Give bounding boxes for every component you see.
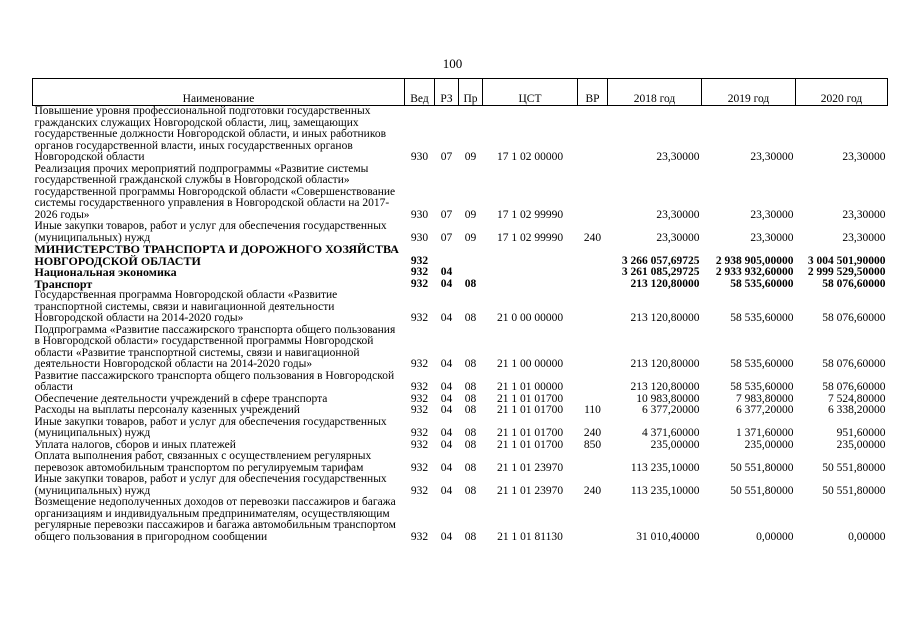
cell-rz: 04 [440, 438, 453, 451]
cell-vr [578, 164, 608, 222]
cell-cst: 17 1 02 99990 [496, 231, 564, 244]
table-row [33, 405, 888, 417]
cell-y2019: 50 551,80000 [730, 484, 794, 497]
cell-pr: 08 [464, 358, 477, 370]
cell-y2018: 3 261 085,29725 [621, 266, 700, 278]
cell-name: Национальная экономика [34, 265, 177, 279]
cell-pr: 08 [464, 438, 477, 451]
cell-ved: 932 [410, 381, 429, 393]
cell-y2019: 58 535,60000 [730, 358, 794, 370]
cell-cst: 21 0 00 00000 [496, 312, 564, 324]
cell-pr: 08 [464, 404, 477, 416]
cell-y2019: 23,30000 [750, 208, 794, 221]
cell-rz: 04 [440, 461, 453, 474]
cell-y2020: 58 076,60000 [822, 277, 886, 290]
cell-vr: 240 [583, 427, 602, 439]
cell-y2019: 7 983,80000 [736, 392, 794, 405]
cell-ved: 930 [410, 208, 429, 221]
cell-ved: 932 [410, 438, 429, 451]
cell-ved: 932 [410, 427, 429, 439]
table-body [33, 106, 888, 544]
cell-name: Транспорт [34, 276, 93, 291]
cell-y2019: 1 371,60000 [736, 427, 794, 439]
cell-pr: 08 [464, 381, 477, 393]
cell-name: Реализация прочих мероприятий подпрограммы «Развитие системы государственной гражданской службы в Новгородской области» государственной программы Новгородской области «Совершенствование системы государственного управления в Новгородской области на 2017-2026 годы» [34, 162, 396, 221]
cell-name: Уплата налогов, сборов и иных платежей [34, 438, 236, 451]
cell-y2018: 23,30000 [656, 151, 700, 163]
cell-cst: 21 1 01 01700 [496, 404, 564, 416]
cell-pr: 08 [464, 427, 477, 439]
cell-y2019: 58 535,60000 [730, 381, 794, 393]
cell-y2020: 3 004 501,90000 [807, 254, 886, 267]
cell-y2018: 3 266 057,69725 [621, 254, 700, 267]
table-row [33, 221, 888, 244]
cell-y2020: 951,60000 [836, 427, 886, 439]
cell-cst: 21 1 01 01700 [496, 392, 564, 405]
cell-y2020: 23,30000 [842, 208, 886, 221]
cell-y2019: 235,00000 [744, 438, 794, 451]
cell-y2020: 23,30000 [842, 151, 886, 163]
cell-pr: 08 [464, 484, 477, 497]
cell-y2019: 6 377,20000 [736, 404, 794, 416]
table-row [33, 451, 888, 474]
cell-name: МИНИСТЕРСТВО ТРАНСПОРТА И ДОРОЖНОГО ХОЗЯЙСТВА НОВГОРОДСКОЙ ОБЛАСТИ [34, 242, 399, 268]
cell-y2018: 213 120,80000 [630, 312, 700, 324]
cell-y2018: 113 235,10000 [630, 461, 700, 474]
cell-y2018: 113 235,10000 [630, 484, 700, 497]
cell-ved: 932 [410, 358, 429, 370]
cell-vr [578, 497, 608, 543]
table-row [33, 290, 888, 325]
page-number: 100 [442, 56, 463, 71]
cell-y2018: 213 120,80000 [630, 381, 700, 393]
cell-ved: 932 [410, 404, 429, 416]
header-ved: Вед [405, 79, 435, 106]
cell-name: Обеспечение деятельности учреждений в сфере транспорта [34, 392, 328, 405]
cell-y2020: 58 076,60000 [822, 312, 886, 324]
header-2020: 2020 год [796, 79, 888, 106]
cell-cst: 21 1 01 81130 [497, 530, 563, 543]
cell-y2019: 2 938 905,00000 [715, 254, 794, 267]
cell-rz: 04 [440, 358, 453, 370]
cell-y2020: 50 551,80000 [822, 461, 886, 474]
cell-cst: 21 1 01 00000 [496, 381, 564, 393]
cell-y2018: 213 120,80000 [630, 358, 700, 370]
cell-y2020: 58 076,60000 [822, 358, 886, 370]
header-rz: РЗ [435, 79, 459, 106]
cell-rz: 04 [440, 484, 453, 497]
cell-ved: 932 [410, 254, 429, 267]
cell-vr [578, 244, 608, 267]
cell-cst: 21 1 01 23970 [496, 461, 564, 474]
cell-y2019: 58 535,60000 [730, 312, 794, 324]
cell-cst: 21 1 01 01700 [496, 438, 564, 451]
cell-pr: 08 [464, 392, 477, 405]
header-2018: 2018 год [608, 79, 702, 106]
cell-ved: 932 [410, 312, 429, 324]
header-vr: ВР [578, 79, 608, 106]
table-row [33, 417, 888, 440]
cell-pr [459, 244, 483, 267]
cell-y2018: 6 377,20000 [642, 404, 700, 416]
cell-y2019: 23,30000 [750, 231, 794, 244]
header-name: Наименование [33, 79, 405, 106]
cell-cst [483, 267, 578, 279]
cell-y2018: 10 983,80000 [636, 392, 700, 405]
table-row [33, 244, 888, 267]
cell-y2020: 0,00000 [848, 530, 886, 543]
cell-y2020: 23,30000 [842, 231, 886, 244]
cell-pr: 09 [464, 231, 477, 244]
table-row [33, 497, 888, 543]
table-row [33, 106, 888, 164]
cell-rz: 04 [440, 266, 453, 278]
cell-name: Возмещение недополученных доходов от перевозки пассажиров и багажа организациям и индивидуальным предпринимателям, осуществляющим регулярные перевозки пассажиров и багажа автомобильным транспортом общего пользования в пригородном сообщении [34, 496, 396, 543]
cell-name: Развитие пассажирского транспорта общего пользования в Новгородской области [34, 369, 395, 393]
cell-ved: 932 [410, 392, 429, 405]
cell-ved: 932 [410, 266, 429, 278]
cell-vr [578, 451, 608, 474]
cell-name: Иные закупки товаров, работ и услуг для обеспечения государственных (муниципальных) нужд [34, 473, 387, 497]
cell-name: Расходы на выплаты персоналу казенных учреждений [34, 404, 300, 416]
cell-name: Подпрограмма «Развитие пассажирского транспорта общего пользования в Новгородской области» государственной программы Новгородской области «Развитие транспортной системы, связи и навигационной деятельности Новгородской области на 2014-2020 годы» [34, 323, 396, 370]
cell-cst: 21 1 01 23970 [496, 484, 564, 497]
table-row [33, 474, 888, 497]
cell-cst [483, 279, 578, 291]
cell-rz: 07 [440, 231, 453, 244]
cell-vr: 240 [583, 484, 602, 497]
cell-pr: 08 [464, 461, 477, 474]
cell-rz: 04 [440, 404, 453, 416]
cell-cst: 17 1 02 00000 [496, 151, 564, 163]
cell-pr: 08 [464, 277, 477, 290]
cell-y2020: 50 551,80000 [822, 484, 886, 497]
budget-table [32, 78, 888, 543]
cell-name: Повышение уровня профессиональной подготовки государственных гражданских служащих Новгородской области, лиц, замещающих государственные должности Новгородской области, и иных работников органов государственной власти, иных государственных органов Новгородской области [34, 105, 387, 163]
cell-name: Иные закупки товаров, работ и услуг для обеспечения государственных (муниципальных) нужд [34, 415, 387, 439]
cell-name: Оплата выполнения работ, связанных с осуществлением регулярных перевозок автомобильным транспортом по регулируемым тарифам [34, 450, 372, 474]
cell-y2018: 213 120,80000 [630, 277, 700, 290]
cell-y2018: 235,00000 [650, 438, 700, 451]
table-header-row [33, 79, 888, 106]
cell-pr: 09 [464, 151, 477, 163]
cell-ved: 932 [410, 530, 429, 543]
cell-name: Государственная программа Новгородской области «Развитие транспортной системы, связи и навигационной деятельности Новгородской области на 2014-2020 годы» [34, 289, 338, 324]
cell-rz: 04 [440, 427, 453, 439]
cell-y2019: 50 551,80000 [730, 461, 794, 474]
cell-vr [578, 371, 608, 394]
cell-y2019: 58 535,60000 [730, 277, 794, 290]
cell-pr: 09 [464, 208, 477, 221]
cell-rz: 07 [440, 151, 453, 163]
cell-y2020: 2 999 529,50000 [807, 266, 886, 278]
cell-rz: 04 [440, 277, 453, 290]
cell-ved: 932 [410, 277, 429, 290]
cell-vr: 850 [583, 438, 602, 451]
header-cst: ЦСТ [483, 79, 578, 106]
table-row [33, 164, 888, 222]
cell-ved: 930 [410, 231, 429, 244]
table-row [33, 267, 888, 279]
cell-y2018: 23,30000 [656, 231, 700, 244]
table-row [33, 325, 888, 371]
cell-rz: 04 [440, 392, 453, 405]
cell-y2019: 0,00000 [756, 530, 794, 543]
cell-cst: 21 1 01 01700 [496, 427, 564, 439]
cell-pr: 08 [464, 312, 477, 324]
cell-ved: 932 [410, 461, 429, 474]
cell-y2018: 23,30000 [656, 208, 700, 221]
cell-vr [578, 267, 608, 279]
cell-pr [459, 267, 483, 279]
cell-rz: 04 [440, 312, 453, 324]
cell-y2020: 6 338,20000 [828, 404, 886, 416]
header-2019: 2019 год [702, 79, 796, 106]
cell-rz: 07 [440, 208, 453, 221]
cell-y2018: 4 371,60000 [642, 427, 700, 439]
cell-rz: 04 [440, 381, 453, 393]
cell-name: Иные закупки товаров, работ и услуг для обеспечения государственных (муниципальных) нужд [34, 220, 387, 244]
cell-y2020: 235,00000 [836, 438, 886, 451]
cell-vr [578, 290, 608, 325]
cell-vr [578, 279, 608, 291]
cell-y2020: 58 076,60000 [822, 381, 886, 393]
cell-vr [578, 325, 608, 371]
cell-rz: 04 [440, 530, 453, 543]
cell-y2019: 23,30000 [750, 151, 794, 163]
cell-cst: 17 1 02 99990 [496, 208, 564, 221]
cell-vr: 110 [584, 404, 601, 416]
cell-pr: 08 [464, 530, 477, 543]
header-pr: Пр [459, 79, 483, 106]
cell-rz [435, 244, 459, 267]
cell-y2020: 7 524,80000 [828, 392, 886, 405]
cell-y2018: 31 010,40000 [636, 530, 700, 543]
cell-cst [483, 244, 578, 267]
cell-ved: 932 [410, 484, 429, 497]
cell-ved: 930 [410, 151, 429, 163]
cell-vr: 240 [583, 231, 602, 244]
table-row [33, 371, 888, 394]
cell-vr [578, 106, 608, 164]
cell-cst: 21 1 00 00000 [496, 358, 564, 370]
cell-y2019: 2 933 932,60000 [715, 266, 794, 278]
